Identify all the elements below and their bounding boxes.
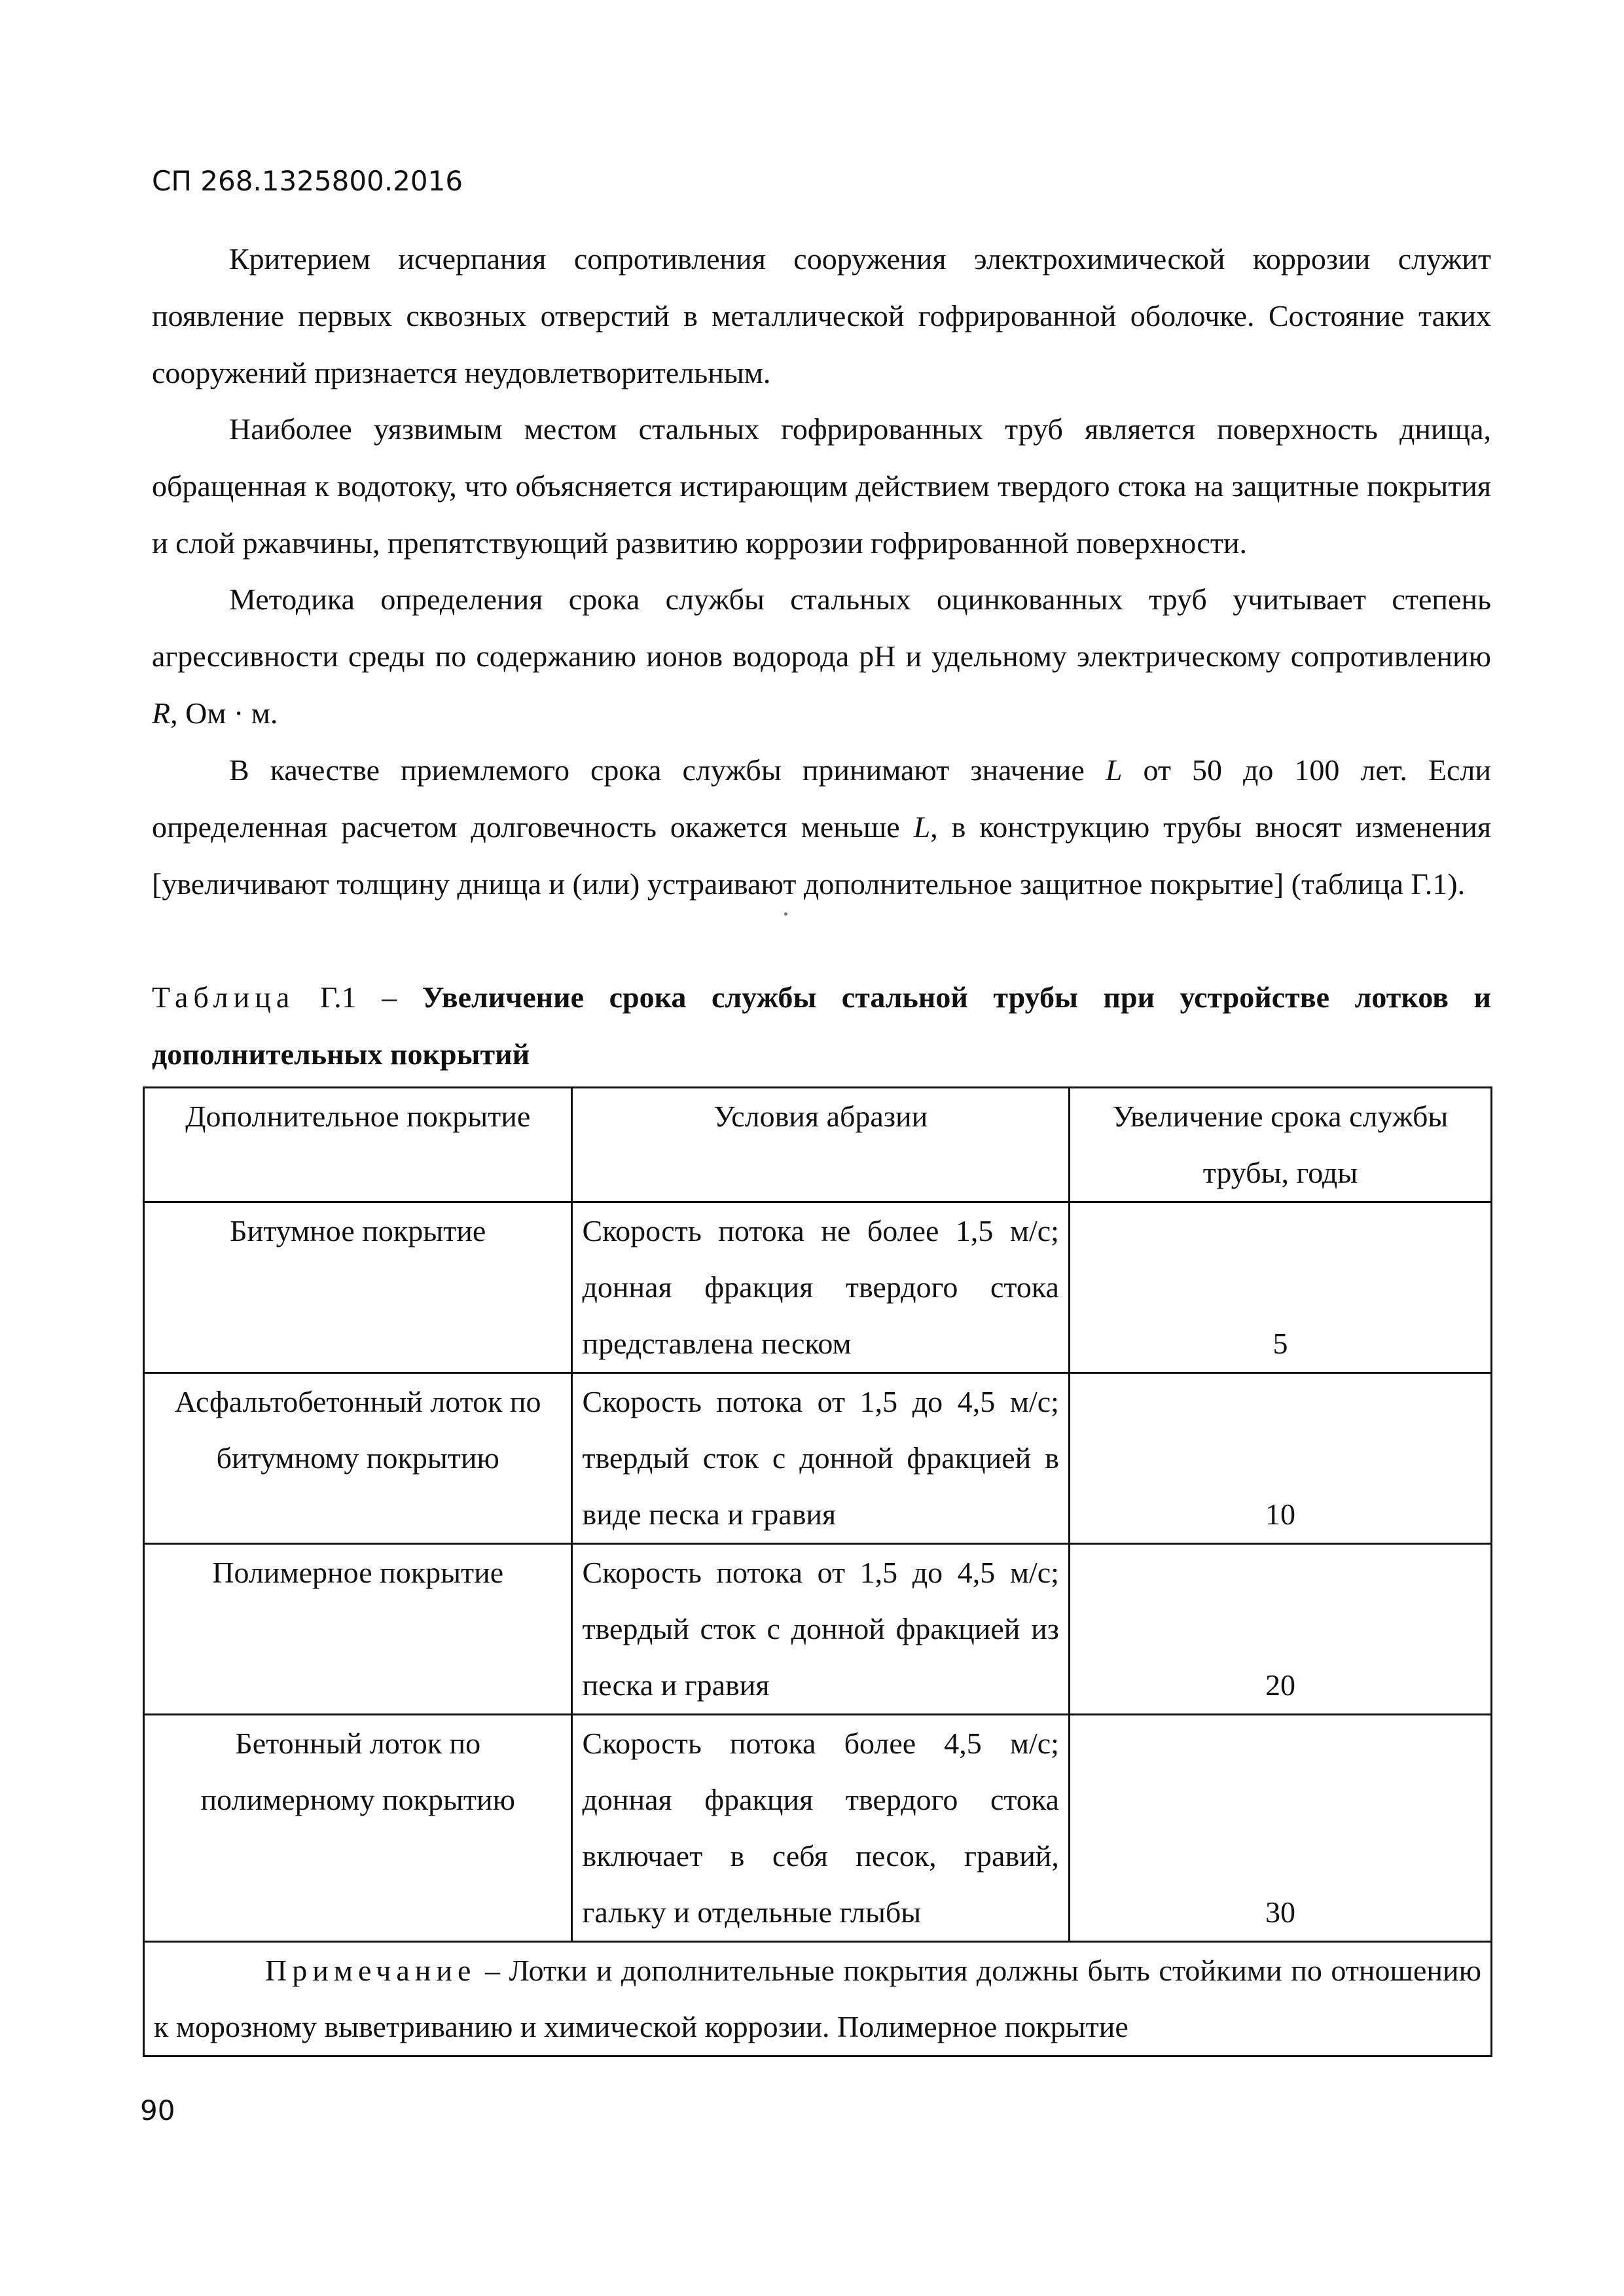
cell-conditions: Скорость потока от 1,5 до 4,5 м/с; твердый сток с донной фракцией в виде песка и гравия (572, 1373, 1069, 1544)
cell-coating: Бетонный лоток по полимерному покрытию (144, 1715, 572, 1942)
paragraph-text-part: В качестве приемлемого срока службы принимают значение (229, 753, 1106, 787)
table-label: Таблица (152, 980, 295, 1014)
paragraph-1 (152, 230, 1491, 401)
column-header-coating: Дополнительное покрытие (144, 1088, 572, 1202)
note-label: Примечание (265, 1954, 477, 1987)
table-note (144, 1942, 1492, 2056)
paragraph-4 (152, 742, 1491, 912)
paragraph-text: Наиболее уязвимым местом стальных гофрированных труб является поверхность днища, обращенная к водотоку, что объясняется истирающим действием твердого стока на защитные покрытия и слой ржавчины, препятствующий развитию коррозии гофрированной поверхности. (152, 412, 1491, 560)
table-row (144, 1202, 1492, 1373)
document-code: СП 268.1325800.2016 (152, 165, 463, 197)
column-header-conditions: Условия абразии (572, 1088, 1069, 1202)
paragraph-text-part: Методика определения срока службы стальных оцинкованных труб учитывает степень агрессивности среды по содержанию ионов водорода pH и удельному электрическому сопротивлению (152, 583, 1491, 673)
cell-conditions: Скорость потока более 4,5 м/с; донная фракция твердого стока включает в себя песок, гравий, гальку и отдельные глыбы (572, 1715, 1069, 1942)
table-title (152, 969, 1491, 1083)
table-number: Г.1 – (295, 980, 422, 1014)
table-row (144, 1715, 1492, 1942)
table-caption: Увеличение срока службы стальной трубы при устройстве лотков и дополнительных покрытий (152, 980, 1491, 1071)
paragraph-text-part: , Ом · м. (170, 696, 278, 730)
service-life-table (143, 1086, 1492, 2057)
cell-coating: Полимерное покрытие (144, 1544, 572, 1715)
paragraph-text-part: , в конструкцию трубы вносят изменения [увеличивают толщину днища и (или) устраивают дополнительное защитное покрытие] (таблица Г.1). (152, 810, 1491, 901)
table-row (144, 1373, 1492, 1544)
table-note-row (144, 1942, 1492, 2056)
table-row (144, 1544, 1492, 1715)
lifetime-symbol: L (913, 810, 931, 844)
cell-increase: 20 (1069, 1544, 1491, 1715)
cell-increase: 10 (1069, 1373, 1491, 1544)
cell-coating: Битумное покрытие (144, 1202, 572, 1373)
paragraph-3 (152, 571, 1491, 742)
cell-conditions: Скорость потока от 1,5 до 4,5 м/с; твердый сток с донной фракцией из песка и гравия (572, 1544, 1069, 1715)
paragraph-text-part: от 50 до 100 лет. Если определенная расчетом долговечность окажется меньше (152, 753, 1491, 844)
page-number: 90 (140, 2094, 175, 2126)
paragraph-text: Критерием исчерпания сопротивления сооружения электрохимической коррозии служит появление первых сквозных отверстий в металлической гофрированной оболочке. Состояние таких сооружений признается неудовлетворительным. (152, 242, 1491, 389)
paragraph-2 (152, 401, 1491, 571)
cell-coating: Асфальтобетонный лоток по битумному покрытию (144, 1373, 572, 1544)
scan-speck (784, 912, 787, 916)
paragraph-text (152, 742, 1491, 912)
cell-increase: 5 (1069, 1202, 1491, 1373)
cell-conditions: Скорость потока не более 1,5 м/с; донная фракция твердого стока представлена песком (572, 1202, 1069, 1373)
column-header-increase: Увеличение срока службы трубы, годы (1069, 1088, 1491, 1202)
resistance-symbol: R (152, 696, 171, 730)
lifetime-symbol: L (1105, 753, 1123, 787)
note-text: – Лотки и дополнительные покрытия должны быть стойкими по отношению к морозному выветриванию и химической коррозии. Полимерное покрытие (154, 1954, 1481, 2043)
cell-increase: 30 (1069, 1715, 1491, 1942)
table-header-row (144, 1088, 1492, 1202)
paragraph-text (152, 571, 1491, 742)
